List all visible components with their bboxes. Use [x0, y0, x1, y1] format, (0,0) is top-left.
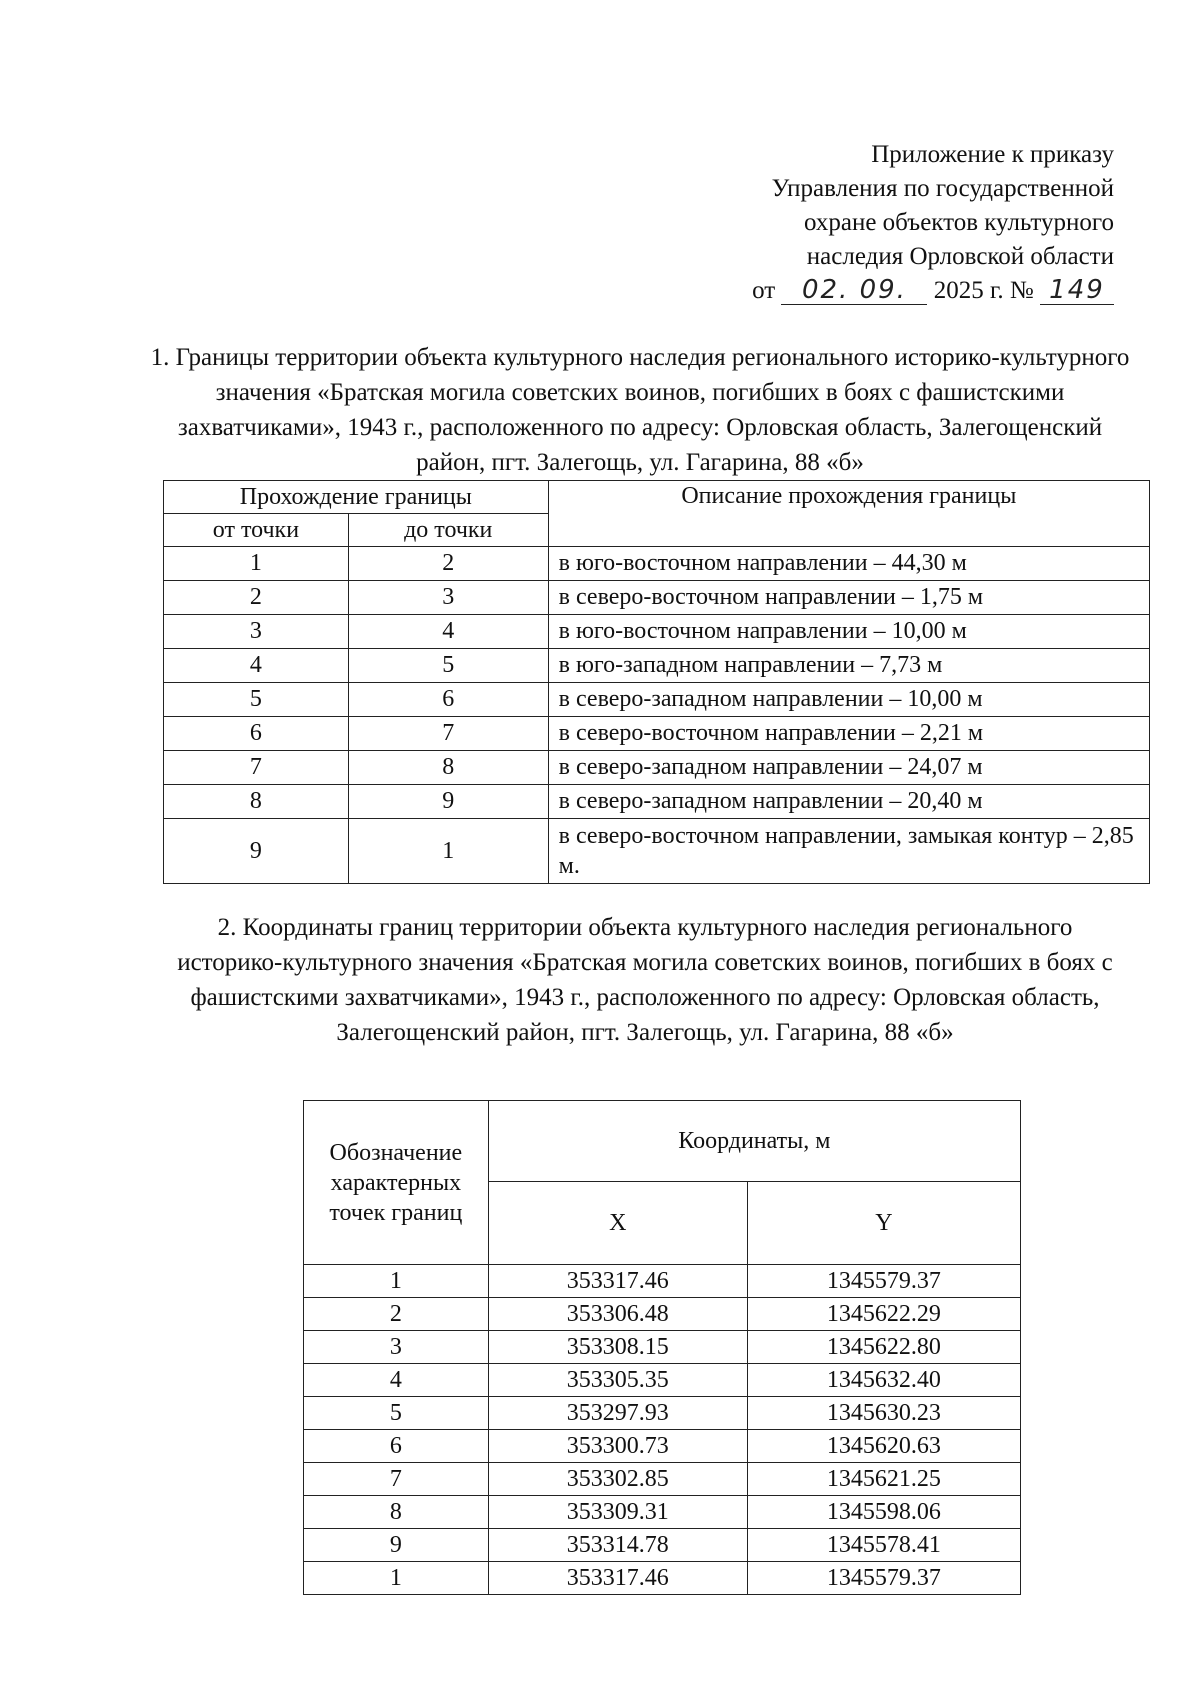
table-row [164, 751, 1150, 785]
appendix-line: наследия Орловской области [806, 243, 1114, 270]
boundary-description: в северо-западном направлении – 20,40 м [548, 785, 1149, 819]
year-text: 2025 г. № [933, 277, 1034, 304]
boundary-description: в северо-восточном направлении – 2,21 м [548, 717, 1149, 751]
order-date-line [594, 274, 1114, 308]
to-point: 7 [348, 717, 548, 751]
y-coordinate: 1345578.41 [747, 1529, 1020, 1562]
table-row [304, 1562, 1021, 1595]
boundary-description: в северо-восточном направлении – 1,75 м [548, 581, 1149, 615]
to-point-header: до точки [348, 514, 548, 547]
from-point: 4 [164, 649, 349, 683]
point-id: 1 [304, 1562, 489, 1595]
to-point: 1 [348, 819, 548, 884]
from-point: 6 [164, 717, 349, 751]
table-row [164, 819, 1150, 884]
x-coordinate: 353308.15 [488, 1331, 747, 1364]
x-coordinate: 353306.48 [488, 1298, 747, 1331]
table-row [164, 581, 1150, 615]
table-row [304, 1430, 1021, 1463]
to-point: 4 [348, 615, 548, 649]
to-point: 8 [348, 751, 548, 785]
table-row [304, 1265, 1021, 1298]
x-coordinate: 353300.73 [488, 1430, 747, 1463]
from-point: 7 [164, 751, 349, 785]
table-row [164, 615, 1150, 649]
x-coordinate: 353317.46 [488, 1562, 747, 1595]
table-row [304, 1463, 1021, 1496]
point-id: 1 [304, 1265, 489, 1298]
x-coordinate: 353297.93 [488, 1397, 747, 1430]
appendix-line: охране объектов культурного [803, 209, 1114, 236]
to-point: 2 [348, 547, 548, 581]
x-coordinate: 353314.78 [488, 1529, 747, 1562]
to-point: 3 [348, 581, 548, 615]
to-point: 9 [348, 785, 548, 819]
boundary-description: в северо-западном направлении – 24,07 м [548, 751, 1149, 785]
from-point: 1 [164, 547, 349, 581]
y-coordinate: 1345630.23 [747, 1397, 1020, 1430]
handwritten-date: 02. 09. [781, 276, 927, 305]
point-id: 5 [304, 1397, 489, 1430]
y-header: Y [747, 1182, 1020, 1265]
y-coordinate: 1345621.25 [747, 1463, 1020, 1496]
x-coordinate: 353309.31 [488, 1496, 747, 1529]
point-id: 4 [304, 1364, 489, 1397]
y-coordinate: 1345579.37 [747, 1265, 1020, 1298]
coordinates-table [303, 1100, 1021, 1595]
point-label-header: Обозначение характерных точек границ [304, 1101, 489, 1265]
boundary-description: в юго-восточном направлении – 10,00 м [548, 615, 1149, 649]
table-row [304, 1496, 1021, 1529]
to-point: 5 [348, 649, 548, 683]
x-header: X [488, 1182, 747, 1265]
from-point: 2 [164, 581, 349, 615]
appendix-line: Управления по государственной [771, 175, 1114, 202]
x-coordinate: 353305.35 [488, 1364, 747, 1397]
from-point: 8 [164, 785, 349, 819]
date-prefix: от [752, 277, 776, 304]
point-id: 9 [304, 1529, 489, 1562]
point-id: 2 [304, 1298, 489, 1331]
section-2-title: 2. Координаты границ территории объекта культурного наследия регионального историко-культурного значения «Братская могила советских воинов, погибших в боях с фашистскими захватчиками», 1943 г., расположенного по адресу: Орловская область, Залегощенский район, пгт. Залегощь, ул. Гагарина, 88 «б» [177, 914, 1113, 1046]
x-coordinate: 353302.85 [488, 1463, 747, 1496]
y-coordinate: 1345620.63 [747, 1430, 1020, 1463]
boundary-group-header: Прохождение границы [164, 481, 549, 514]
table-row [304, 1529, 1021, 1562]
point-id: 7 [304, 1463, 489, 1496]
table-row [304, 1298, 1021, 1331]
boundary-description: в северо-восточном направлении, замыкая контур – 2,85 м. [548, 819, 1149, 884]
appendix-line: Приложение к приказу [871, 141, 1114, 168]
from-point: 9 [164, 819, 349, 884]
to-point: 6 [348, 683, 548, 717]
section-1-title: 1. Границы территории объекта культурного наследия регионального историко-культурного значения «Братская могила советских воинов, погибших в боях с фашистскими захватчиками», 1943 г., расположенного по адресу: Орловская область, Залегощенский район, пгт. Залегощь, ул. Гагарина, 88 «б» [150, 344, 1130, 476]
boundary-table [163, 480, 1150, 884]
handwritten-order-number: 149 [1040, 276, 1114, 305]
table-row [304, 1397, 1021, 1430]
table-row [164, 717, 1150, 751]
y-coordinate: 1345598.06 [747, 1496, 1020, 1529]
point-id: 6 [304, 1430, 489, 1463]
boundary-description: в северо-западном направлении – 10,00 м [548, 683, 1149, 717]
boundary-description: в юго-восточном направлении – 44,30 м [548, 547, 1149, 581]
y-coordinate: 1345579.37 [747, 1562, 1020, 1595]
boundary-description: в юго-западном направлении – 7,73 м [548, 649, 1149, 683]
appendix-header [594, 138, 1114, 308]
table-row [164, 649, 1150, 683]
y-coordinate: 1345632.40 [747, 1364, 1020, 1397]
y-coordinate: 1345622.80 [747, 1331, 1020, 1364]
table-row [164, 547, 1150, 581]
x-coordinate: 353317.46 [488, 1265, 747, 1298]
from-point-header: от точки [164, 514, 349, 547]
point-id: 8 [304, 1496, 489, 1529]
table-row [164, 683, 1150, 717]
y-coordinate: 1345622.29 [747, 1298, 1020, 1331]
table-row [304, 1331, 1021, 1364]
point-id: 3 [304, 1331, 489, 1364]
table-row [304, 1364, 1021, 1397]
boundary-description-header: Описание прохождения границы [548, 481, 1149, 547]
coordinates-header: Координаты, м [488, 1101, 1020, 1182]
from-point: 5 [164, 683, 349, 717]
table-row [164, 785, 1150, 819]
from-point: 3 [164, 615, 349, 649]
